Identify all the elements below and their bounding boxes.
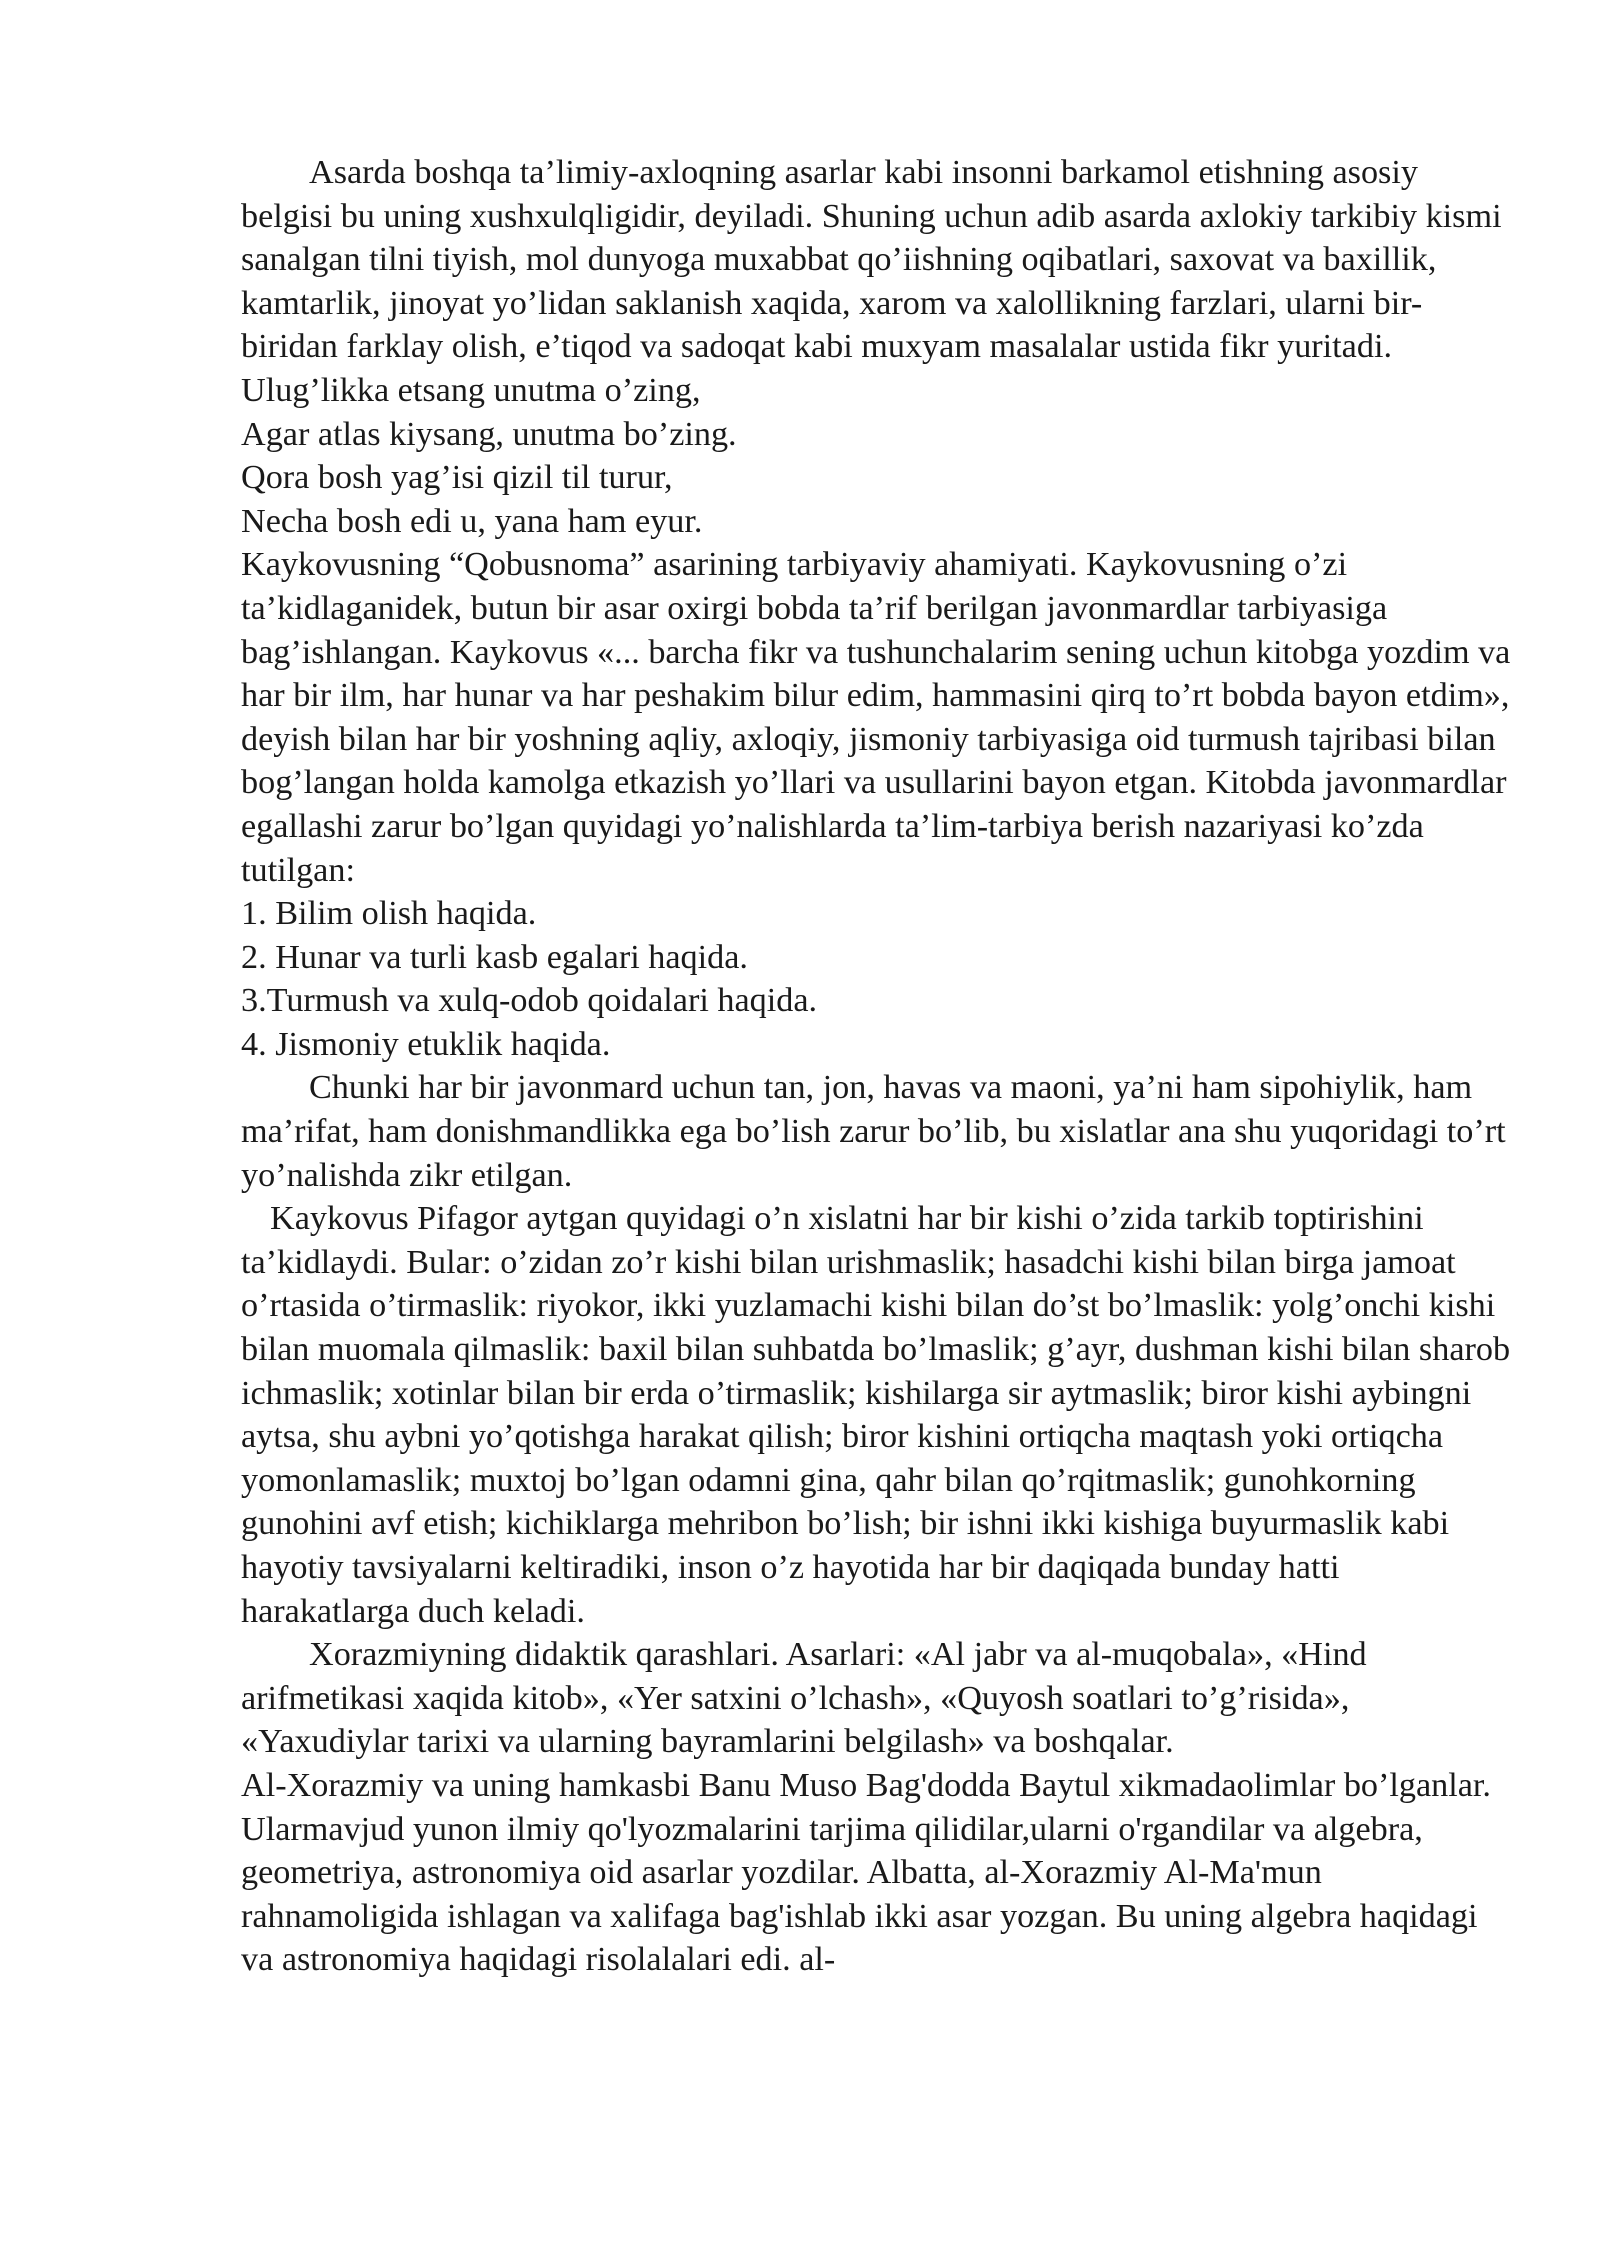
list-item-1: 1. Bilim olish haqida. (241, 895, 537, 933)
verse-line-1: Ulug’likka etsang unutma o’zing, (241, 371, 701, 409)
verse-line-4: Necha bosh edi u, yana ham eyur. (241, 502, 703, 540)
paragraph-qobusnoma: Kaykovusning “Qobusnoma” asarining tarbiyaviy ahamiyati. Kaykovusning o’zi ta’kidlaganidek, butun bir asar oxirgi bobda ta’rif berilgan javonmardlar tarbiyasiga bag’ishlangan. Kaykovus «... barcha fikr va tushunchalarim sening uchun kitobga yozdim va har bir ilm, har hunar va har peshakim bilur edim, hammasini qirq to’rt bobda bayon etdim», deyish bilan har bir yoshning aqliy, axloqiy, jismoniy tarbiyasiga oid turmush tajribasi bilan bog’langan holda kamolga etkazish yo’llari va usullarini bayon etgan. Kitobda javonmardlar egallashi zarur bo’lgan quyidagi yo’nalishlarda ta’lim-tarbiya berish nazariyasi ko’zda tutilgan: (241, 546, 1511, 889)
list-item-3: 3.Turmush va xulq-odob qoidalari haqida. (241, 982, 818, 1020)
list-item-2: 2. Hunar va turli kasb egalari haqida. (241, 938, 748, 976)
verse-line-2: Agar atlas kiysang, unutma bo’zing. (241, 415, 737, 453)
paragraph-xorazmiy-works: Xorazmiyning didaktik qarashlari. Asarlari: «Al jabr va al-muqobala», «Hind arifmetikasi xaqida kitob», «Yer satxini o’lchash», «Quyosh soatlari to’g’risida», «Yaxudiylar tarixi va ularning bayramlarini belgilash» va boshqalar. (241, 1636, 1367, 1761)
paragraph-baytul-xikma: Al-Xorazmiy va uning hamkasbi Banu Muso Bag'dodda Baytul xikmadaolimlar bo’lganlar. Ularmavjud yunon ilmiy qo'lyozmalarini tarjima qilidilar,ularni o'rgandilar va algebra, geometriya, astronomiya oid asarlar yozdilar. Albatta, al-Xorazmiy Al-Ma'mun rahnamoligida ishlagan va xalifaga bag'ishlab ikki asar yozgan. Bu uning algebra haqidagi va astronomiya haqidagi risolalalari edi. al- (241, 1766, 1491, 1979)
paragraph-pifagor: Kaykovus Pifagor aytgan quyidagi o’n xislatni har bir kishi o’zida tarkib toptirishini ta’kidlaydi. Bular: o’zidan zo’r kishi bilan urishmaslik; hasadchi kishi bilan birga jamoat o’rtasida o’tirmaslik: riyokor, ikki yuzlamachi kishi bilan do’st bo’lmaslik: yolg’onchi kishi bilan muomala qilmaslik: baxil bilan suhbatda bo’lmaslik; g’ayr, dushman kishi bilan sharob ichmaslik; xotinlar bilan bir erda o’tirmaslik; kishilarga sir aytmaslik; biror kishi aybingni aytsa, shu aybni yo’qotishga harakat qilish; biror kishini ortiqcha maqtash yoki ortiqcha yomonlamaslik; muxtoj bo’lgan odamni gina, qahr bilan qo’rqitmaslik; gunohkorning gunohini avf etish; kichiklarga mehribon bo’lish; bir ishni ikki kishiga buyurmaslik kabi hayotiy tavsiyalarni keltiradiki, inson o’z hayotida har bir daqiqada bunday hatti harakatlarga duch keladi. (241, 1200, 1511, 1630)
paragraph-intro: Asarda boshqa ta’limiy-axloqning asarlar kabi insonni barkamol etishning asosiy belgisi bu uning xushxulqligidir, deyiladi. Shuning uchun adib asarda axlokiy tarkibiy kismi sanalgan tilni tiyish, mol dunyoga muxabbat qo’iishning oqibatlari, saxovat va baxillik, kamtarlik, jinoyat yo’lidan saklanish xaqida, xarom va xalollikning farzlari, ularni bir-biridan farklay olish, e’tiqod va sadoqat kabi muxyam masalalar ustida fikr yuritadi. (241, 154, 1502, 366)
paragraph-javonmard: Chunki har bir javonmard uchun tan, jon, havas va maoni, ya’ni ham sipohiylik, ham ma’rifat, ham donishmandlikka ega bo’lish zarur bo’lib, bu xislatlar ana shu yuqoridagi to’rt yo’nalishda zikr etilgan. (241, 1069, 1506, 1194)
list-item-4: 4. Jismoniy etuklik haqida. (241, 1025, 611, 1063)
document-body (241, 151, 1511, 1982)
verse-line-3: Qora bosh yag’isi qizil til turur, (241, 459, 673, 497)
